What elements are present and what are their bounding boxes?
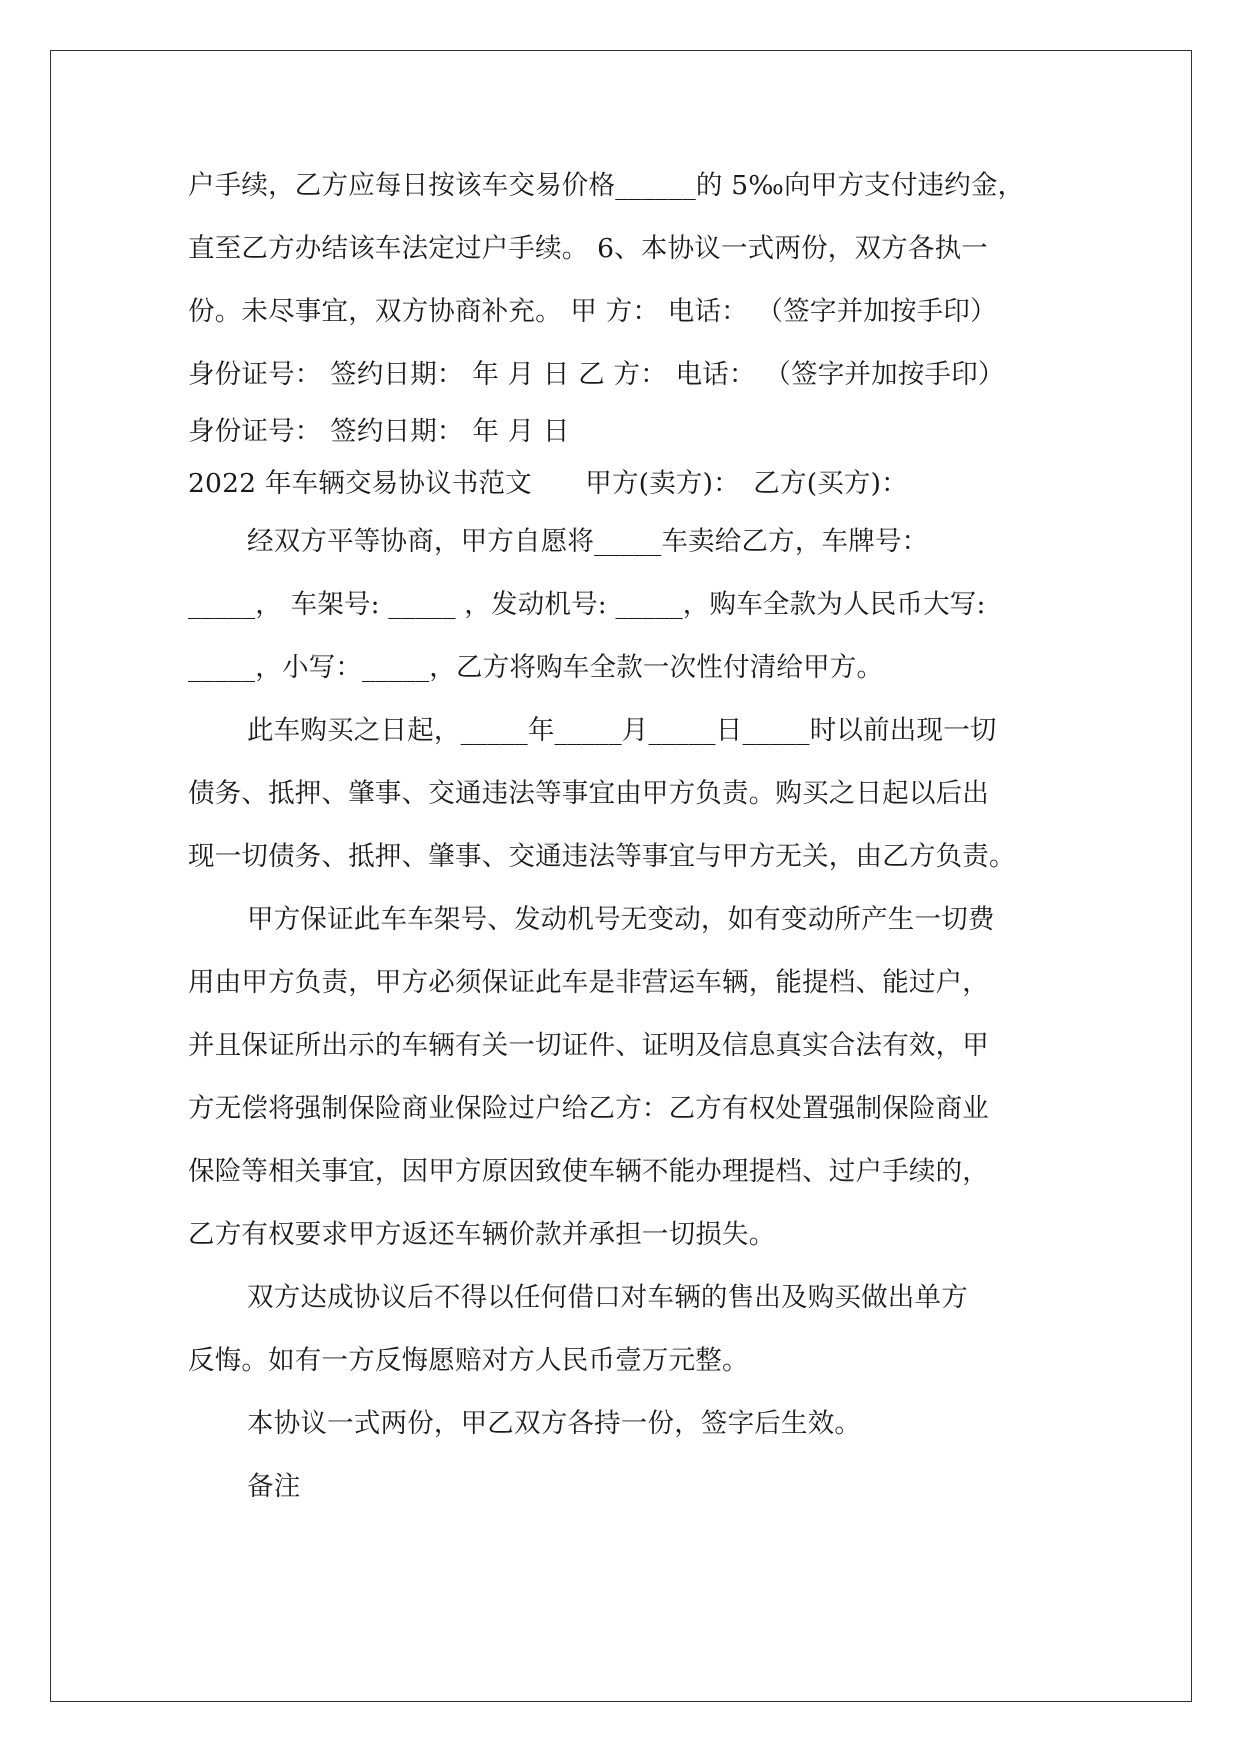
text-line: 身份证号： 签约日期： 年 月 日: [188, 416, 570, 447]
paragraph-line: 反悔。如有一方反悔愿赔对方人民币壹万元整。: [188, 1345, 749, 1376]
document-body: [188, 154, 1068, 1518]
remarks-label: 备注: [247, 1471, 301, 1502]
paragraph-line: 乙方有权要求甲方返还车辆价款并承担一切损失。: [188, 1219, 776, 1250]
text-line: 身份证号： 签约日期： 年 月 日 乙 方： 电话： （签字并加按手印）: [188, 359, 1005, 390]
paragraph-line: 现一切债务、抵押、肇事、交通违法等事宜与甲方无关，由乙方负责。: [188, 841, 1016, 872]
paragraph-line: 本协议一式两份，甲乙双方各持一份，签字后生效。: [247, 1408, 862, 1439]
paragraph-line: 债务、抵押、肇事、交通违法等事宜由甲方负责。购买之日起以后出: [188, 778, 989, 809]
paragraph-line: 经双方平等协商，甲方自愿将_____车卖给乙方，车牌号：: [247, 526, 929, 557]
paragraph-line: 并且保证所出示的车辆有关一切证件、证明及信息真实合法有效，甲: [188, 1030, 989, 1061]
paragraph-line: 甲方保证此车车架号、发动机号无变动，如有变动所产生一切费: [247, 904, 995, 935]
paragraph-line: _____， 车架号: _____ ，发动机号: _____，购车全款为人民币大写:: [188, 589, 986, 620]
paragraph-line: 用由甲方负责，甲方必须保证此车是非营运车辆，能提档、能过户，: [188, 967, 989, 998]
paragraph-line: 保险等相关事宜，因甲方原因致使车辆不能办理提档、过户手续的，: [188, 1156, 989, 1187]
paragraph-line: 双方达成协议后不得以任何借口对车辆的售出及购买做出单方: [247, 1282, 968, 1313]
paragraph-line: _____，小写：_____，乙方将购车全款一次性付清给甲方。: [188, 652, 884, 683]
text-line: 份。未尽事宜，双方协商补充。 甲 方： 电话： （签字并加按手印）: [188, 296, 997, 327]
text-line: 直至乙方办结该车法定过户手续。 6、本协议一式两份，双方各执一: [188, 233, 988, 264]
section-heading: 2022 年车辆交易协议书范文 甲方(卖方)： 乙方(买方)：: [188, 468, 908, 499]
paragraph-line: 此车购买之日起，_____年_____月_____日_____时以前出现一切: [247, 715, 997, 746]
paragraph-line: 方无偿将强制保险商业保险过户给乙方：乙方有权处置强制保险商业: [188, 1093, 989, 1124]
text-line: 户手续，乙方应每日按该车交易价格______的 5‰向甲方支付违约金，: [188, 170, 1025, 201]
